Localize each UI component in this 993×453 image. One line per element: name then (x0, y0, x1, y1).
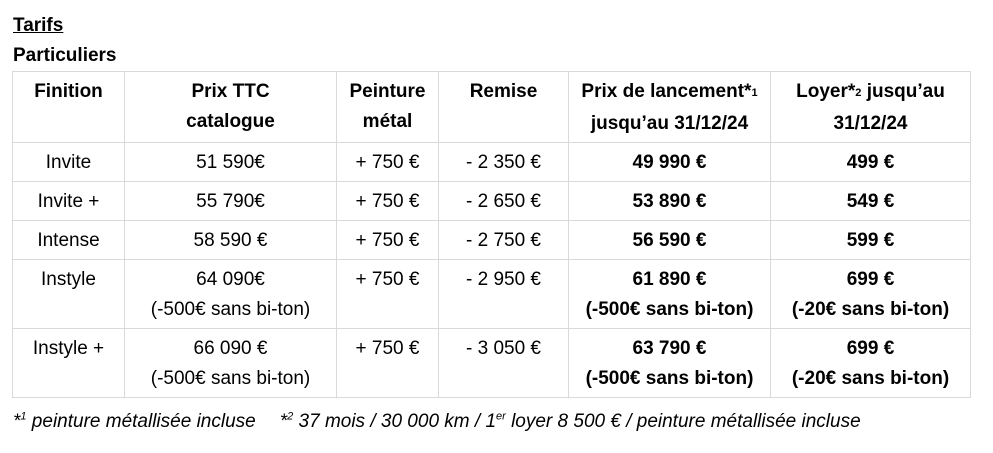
cell-peinture: + 750 € (337, 329, 439, 398)
cell-finition: Instyle + (13, 329, 125, 398)
table-row (13, 143, 971, 182)
cell-finition: Instyle (13, 260, 125, 329)
cell-prix: 51 590€ (125, 143, 337, 182)
header-remise: Remise (439, 72, 569, 143)
bi-ton-note: (-500€ sans bi-ton) (585, 368, 754, 389)
header-loyer: Loyer*$^2$ jusqu’au 31/12/24 (771, 72, 971, 143)
cell-finition: Invite (13, 143, 125, 182)
table-row (13, 260, 971, 329)
cell-prix: 64 090€ (-500€ sans bi-ton) (125, 260, 337, 329)
cell-remise: - 2 950 € (439, 260, 569, 329)
table-row (13, 182, 971, 221)
bi-ton-note: (-500€ sans bi-ton) (150, 299, 311, 320)
cell-prix: 58 590 € (125, 221, 337, 260)
header-peinture: Peinture métal (337, 72, 439, 143)
cell-lancement: 49 990 € (569, 143, 771, 182)
section-subtitle: Particuliers (13, 45, 117, 66)
cell-prix: 66 090 € (-500€ sans bi-ton) (125, 329, 337, 398)
table-header-row (13, 72, 971, 143)
cell-peinture: + 750 € (337, 260, 439, 329)
cell-peinture: + 750 € (337, 221, 439, 260)
cell-remise: - 3 050 € (439, 329, 569, 398)
table-row (13, 329, 971, 398)
footnotes (13, 405, 861, 434)
cell-remise: - 2 650 € (439, 182, 569, 221)
cell-peinture: + 750 € (337, 182, 439, 221)
cell-finition: Intense (13, 221, 125, 260)
cell-remise: - 2 750 € (439, 221, 569, 260)
tarifs-table (12, 71, 971, 398)
header-prix-ttc: Prix TTC catalogue (125, 72, 337, 143)
cell-lancement: 63 790 € (-500€ sans bi-ton) (569, 329, 771, 398)
cell-lancement: 53 890 € (569, 182, 771, 221)
cell-peinture: + 750 € (337, 143, 439, 182)
cell-loyer: 699 € (-20€ sans bi-ton) (771, 329, 971, 398)
header-finition: Finition (13, 72, 125, 143)
bi-ton-note: (-20€ sans bi-ton) (791, 368, 950, 389)
cell-loyer: 699 € (-20€ sans bi-ton) (771, 260, 971, 329)
page-title: Tarifs (13, 15, 64, 36)
cell-finition: Invite + (13, 182, 125, 221)
bi-ton-note: (-20€ sans bi-ton) (791, 299, 950, 320)
cell-lancement: 61 890 € (-500€ sans bi-ton) (569, 260, 771, 329)
cell-remise: - 2 350 € (439, 143, 569, 182)
bi-ton-note: (-500€ sans bi-ton) (585, 299, 754, 320)
footnote-1: *$^1$ peinture métallisée incluse (13, 411, 256, 433)
header-prix-lancement: Prix de lancement*$^1$ jusqu’au 31/12/24 (569, 72, 771, 143)
table-row (13, 221, 971, 260)
bi-ton-note: (-500€ sans bi-ton) (150, 368, 311, 389)
cell-loyer: 599 € (771, 221, 971, 260)
cell-loyer: 549 € (771, 182, 971, 221)
cell-loyer: 499 € (771, 143, 971, 182)
cell-lancement: 56 590 € (569, 221, 771, 260)
footnote-2: *$^2$ 37 mois / 30 000 km / 1er loyer 8 500 € / peinture métallisée incluse (279, 411, 861, 433)
cell-prix: 55 790€ (125, 182, 337, 221)
